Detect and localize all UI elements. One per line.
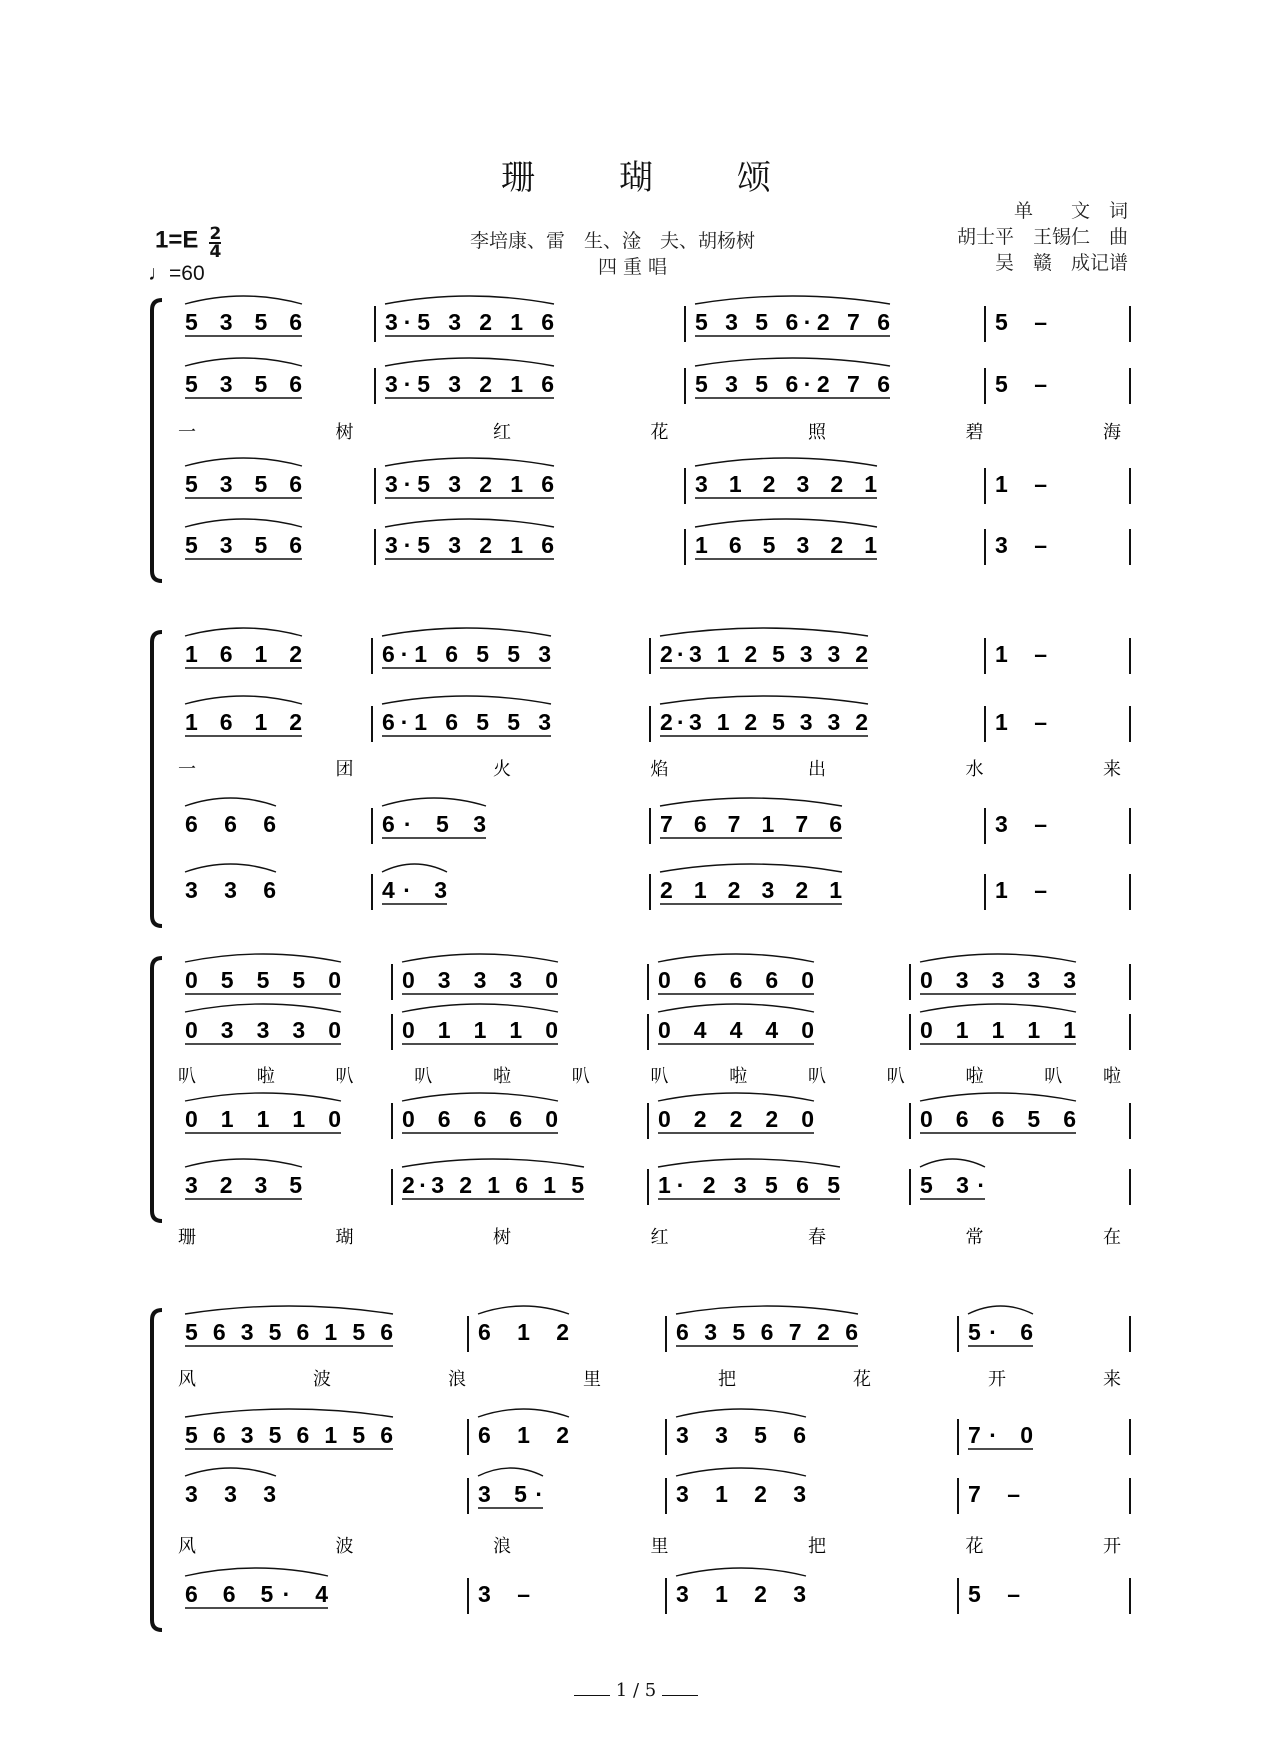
- arrangement: 四重唱: [598, 256, 674, 278]
- lyric-char: 碧: [965, 422, 984, 443]
- notes-row: [185, 519, 1130, 565]
- slur: [920, 954, 1076, 962]
- slur: [185, 628, 302, 636]
- credit-transcriber: 吴 赣 成记谱: [994, 252, 1128, 274]
- slur: [660, 628, 868, 636]
- lyric-char: 瑚: [335, 1227, 354, 1248]
- measure: 3 2 3 5: [185, 1172, 302, 1198]
- lyric-char: 海: [1103, 422, 1121, 443]
- slur: [478, 1306, 569, 1314]
- measure: 5 3·: [920, 1172, 985, 1198]
- slur: [676, 1409, 806, 1417]
- measure: 3 –: [995, 811, 1047, 837]
- lyric-char: 常: [965, 1227, 984, 1248]
- slur: [695, 519, 877, 527]
- lyric-char: 来: [1103, 759, 1121, 780]
- lyric-char: 啦: [729, 1066, 748, 1087]
- key-label: 1=E: [155, 226, 199, 254]
- system-bracket: [152, 300, 162, 581]
- measure: 0 4 4 4 0: [658, 1017, 814, 1043]
- slur: [676, 1468, 806, 1476]
- lyric-char: 啦: [493, 1066, 511, 1087]
- lyric-char: 叭: [414, 1066, 433, 1087]
- slur: [658, 1004, 814, 1012]
- measure: 5· 6: [968, 1319, 1033, 1345]
- notes-row: [185, 1004, 1130, 1050]
- measure: 5 6 3 5 6 1 5 6: [185, 1422, 393, 1448]
- time-signature-bottom: 4: [209, 242, 222, 262]
- lyric-char: 红: [650, 1227, 669, 1248]
- lyric-char: 啦: [965, 1066, 984, 1087]
- page-number-text: 1 / 5: [615, 1680, 657, 1701]
- measure: 6 1 2: [478, 1319, 569, 1345]
- measure: 1 6 1 2: [185, 641, 302, 667]
- lyric-char: 照: [808, 422, 826, 443]
- system-bracket: [152, 958, 162, 1221]
- slur: [382, 798, 486, 806]
- lyric-char: 叭: [808, 1066, 826, 1087]
- measure: 6· 5 3: [382, 811, 486, 837]
- measure: 0 1 1 1 0: [185, 1106, 341, 1132]
- notes-row: [185, 296, 1130, 342]
- notes-row: [185, 358, 1130, 404]
- score-system-3: [152, 954, 1130, 1248]
- slur: [402, 1093, 558, 1101]
- lyric-char: 叭: [335, 1066, 354, 1087]
- slur: [478, 1409, 569, 1417]
- notes-row: [185, 1568, 1130, 1614]
- score-system-4: [152, 1306, 1130, 1630]
- title-char-3: 颂: [737, 158, 771, 198]
- lyric-char: 浪: [493, 1536, 511, 1557]
- lyric-char: 风: [178, 1369, 196, 1390]
- lyric-char: 叭: [650, 1066, 669, 1087]
- lyric-char: 开: [988, 1369, 1006, 1390]
- measure: 3 –: [478, 1581, 530, 1607]
- measure: 5 6 3 5 6 1 5 6: [185, 1319, 393, 1345]
- notes-row: [185, 628, 1130, 674]
- slur: [185, 458, 302, 466]
- notes-row: [185, 798, 1130, 844]
- slur: [695, 458, 877, 466]
- slur: [402, 1159, 584, 1167]
- slur: [185, 1568, 328, 1576]
- slur: [658, 1093, 814, 1101]
- performers: 李培康、雷 生、淦 夫、胡杨树: [470, 230, 756, 252]
- lyric-char: 把: [718, 1369, 736, 1390]
- measure: 1 –: [995, 709, 1047, 735]
- lyric-char: 叭: [178, 1066, 196, 1087]
- slur: [385, 358, 554, 366]
- credit-lyricist: 单 文 词: [1013, 200, 1128, 222]
- measure: 6 1 2: [478, 1422, 569, 1448]
- slur: [382, 696, 551, 704]
- notes-row: [185, 696, 1130, 742]
- measure: 5 3 5 6: [185, 371, 302, 397]
- measure: 1· 2 3 5 6 5: [658, 1172, 840, 1198]
- measure: 0 3 3 3 3: [920, 967, 1076, 993]
- measure: 7 –: [968, 1481, 1020, 1507]
- lyric-char: 团: [335, 759, 354, 780]
- slur: [185, 1468, 276, 1476]
- measure: 5 3 5 6: [185, 532, 302, 558]
- measure: 0 3 3 3 0: [402, 967, 558, 993]
- score-system-2: [152, 628, 1130, 926]
- measure: 5 3 5 6·2 7 6: [695, 371, 890, 397]
- system-bracket: [152, 1310, 162, 1630]
- measure: 1 6 5 3 2 1: [695, 532, 877, 558]
- slur: [695, 296, 890, 304]
- lyric-char: 浪: [448, 1369, 466, 1390]
- slur: [382, 864, 447, 872]
- measure: 6 3 5 6 7 2 6: [676, 1319, 858, 1345]
- measure: 3·5 3 2 1 6: [385, 471, 554, 497]
- tempo-marking: ♩=60: [148, 262, 205, 285]
- slur: [676, 1568, 806, 1576]
- lyric-char: 波: [313, 1369, 331, 1390]
- measure: 7· 0: [968, 1422, 1033, 1448]
- lyric-char: 叭: [1044, 1066, 1063, 1087]
- notes-row: [185, 1468, 1130, 1514]
- measure: 2·3 1 2 5 3 3 2: [660, 709, 868, 735]
- slur: [185, 954, 341, 962]
- slur: [385, 458, 554, 466]
- slur: [185, 358, 302, 366]
- lyrics-row: [178, 759, 1121, 780]
- measure: 3 3 5 6: [676, 1422, 806, 1448]
- lyric-char: 一: [178, 422, 196, 443]
- slur: [385, 519, 554, 527]
- slur: [185, 1306, 393, 1314]
- slur: [660, 798, 842, 806]
- lyric-char: 春: [808, 1227, 826, 1248]
- measure: 5 –: [995, 371, 1047, 397]
- slur: [660, 696, 868, 704]
- title-char-1: 珊: [501, 158, 535, 198]
- slur: [402, 1004, 558, 1012]
- lyric-char: 水: [965, 759, 984, 780]
- slur: [185, 1093, 341, 1101]
- slur: [185, 1409, 393, 1417]
- measure: 3 1 2 3 2 1: [695, 471, 877, 497]
- measure: 7 6 7 1 7 6: [660, 811, 842, 837]
- measure: 3 3 6: [185, 877, 276, 903]
- measure: 6·1 6 5 5 3: [382, 709, 551, 735]
- measure: 6 6 6: [185, 811, 276, 837]
- score-system-1: [152, 296, 1130, 581]
- lyric-char: 开: [1103, 1536, 1121, 1557]
- notes-row: [185, 1093, 1130, 1139]
- lyric-char: 树: [493, 1227, 511, 1248]
- slur: [185, 1004, 341, 1012]
- lyric-char: 在: [1103, 1227, 1121, 1248]
- measure: 3 3 3: [185, 1481, 276, 1507]
- lyric-char: 一: [178, 759, 196, 780]
- measure: 2·3 1 2 5 3 3 2: [660, 641, 868, 667]
- slur: [920, 1093, 1076, 1101]
- slur: [185, 296, 302, 304]
- lyrics-row: [178, 1066, 1121, 1087]
- measure: 6 6 5· 4: [185, 1581, 328, 1607]
- time-signature-top: 2: [209, 224, 222, 244]
- lyric-char: 把: [808, 1536, 826, 1557]
- slur: [385, 296, 554, 304]
- slur: [658, 954, 814, 962]
- measure: 5 3 5 6·2 7 6: [695, 309, 890, 335]
- slur: [920, 1159, 985, 1167]
- lyric-char: 叭: [886, 1066, 905, 1087]
- measure: 3 1 2 3: [676, 1481, 806, 1507]
- lyric-char: 树: [335, 422, 354, 443]
- slur: [185, 696, 302, 704]
- slur: [658, 1159, 840, 1167]
- measure: 5 3 5 6: [185, 309, 302, 335]
- measure: 3·5 3 2 1 6: [385, 371, 554, 397]
- lyric-char: 花: [965, 1536, 984, 1557]
- notes-row: [185, 458, 1130, 504]
- lyric-char: 出: [808, 759, 826, 780]
- slur: [695, 358, 890, 366]
- slur: [382, 628, 551, 636]
- slur: [185, 519, 302, 527]
- measure: 3·5 3 2 1 6: [385, 532, 554, 558]
- measure: 1 –: [995, 471, 1047, 497]
- measure: 0 6 6 6 0: [658, 967, 814, 993]
- lyric-char: 里: [650, 1536, 669, 1557]
- slur: [676, 1306, 858, 1314]
- measure: 0 6 6 6 0: [402, 1106, 558, 1132]
- system-bracket: [152, 632, 162, 926]
- notes-row: [185, 864, 1130, 910]
- measure: 2·3 2 1 6 1 5: [402, 1172, 584, 1198]
- lyric-char: 焰: [650, 759, 669, 780]
- notes-row: [185, 954, 1130, 1000]
- lyrics-row: [178, 422, 1121, 443]
- lyric-char: 火: [493, 759, 511, 780]
- measure: 3 1 2 3: [676, 1581, 806, 1607]
- slur: [920, 1004, 1076, 1012]
- measure: 5 –: [995, 309, 1047, 335]
- page-number: [0, 1680, 1272, 1701]
- measure: 1 –: [995, 641, 1047, 667]
- lyric-char: 波: [335, 1536, 354, 1557]
- lyric-char: 风: [178, 1536, 196, 1557]
- lyric-char: 里: [583, 1369, 601, 1390]
- measure: 1 –: [995, 877, 1047, 903]
- slur: [185, 864, 276, 872]
- measure: 5 3 5 6: [185, 471, 302, 497]
- measure: 2 1 2 3 2 1: [660, 877, 842, 903]
- lyric-char: 来: [1103, 1369, 1121, 1390]
- lyric-char: 珊: [178, 1227, 196, 1248]
- slur: [478, 1468, 543, 1476]
- measure: 0 2 2 2 0: [658, 1106, 814, 1132]
- measure: 5 –: [968, 1581, 1020, 1607]
- measure: 0 5 5 5 0: [185, 967, 341, 993]
- credit-composer: 胡士平 王锡仁 曲: [956, 226, 1128, 248]
- lyric-char: 花: [853, 1369, 871, 1390]
- lyrics-row: [178, 1227, 1121, 1248]
- lyrics-row: [178, 1536, 1121, 1557]
- measure: 3 –: [995, 532, 1047, 558]
- measure: 3·5 3 2 1 6: [385, 309, 554, 335]
- measure: 0 6 6 5 6: [920, 1106, 1076, 1132]
- notes-row: [185, 1409, 1130, 1455]
- slur: [968, 1306, 1033, 1314]
- notes-row: [185, 1159, 1130, 1205]
- notes-row: [185, 1306, 1130, 1352]
- lyric-char: 啦: [1103, 1066, 1121, 1087]
- slur: [660, 864, 842, 872]
- measure: 4· 3: [382, 877, 447, 903]
- lyric-char: 红: [493, 422, 511, 443]
- lyric-char: 叭: [571, 1066, 590, 1087]
- slur: [185, 798, 276, 806]
- slur: [185, 1159, 302, 1167]
- measure: 0 1 1 1 0: [402, 1017, 558, 1043]
- measure: 0 1 1 1 1: [920, 1017, 1076, 1043]
- slur: [402, 954, 558, 962]
- title-char-2: 瑚: [619, 158, 653, 198]
- lyrics-row: [178, 1369, 1121, 1390]
- lyric-char: 啦: [256, 1066, 275, 1087]
- measure: 1 6 1 2: [185, 709, 302, 735]
- measure: 0 3 3 3 0: [185, 1017, 341, 1043]
- lyric-char: 花: [650, 422, 669, 443]
- measure: 6·1 6 5 5 3: [382, 641, 551, 667]
- measure: 3 5·: [478, 1481, 543, 1507]
